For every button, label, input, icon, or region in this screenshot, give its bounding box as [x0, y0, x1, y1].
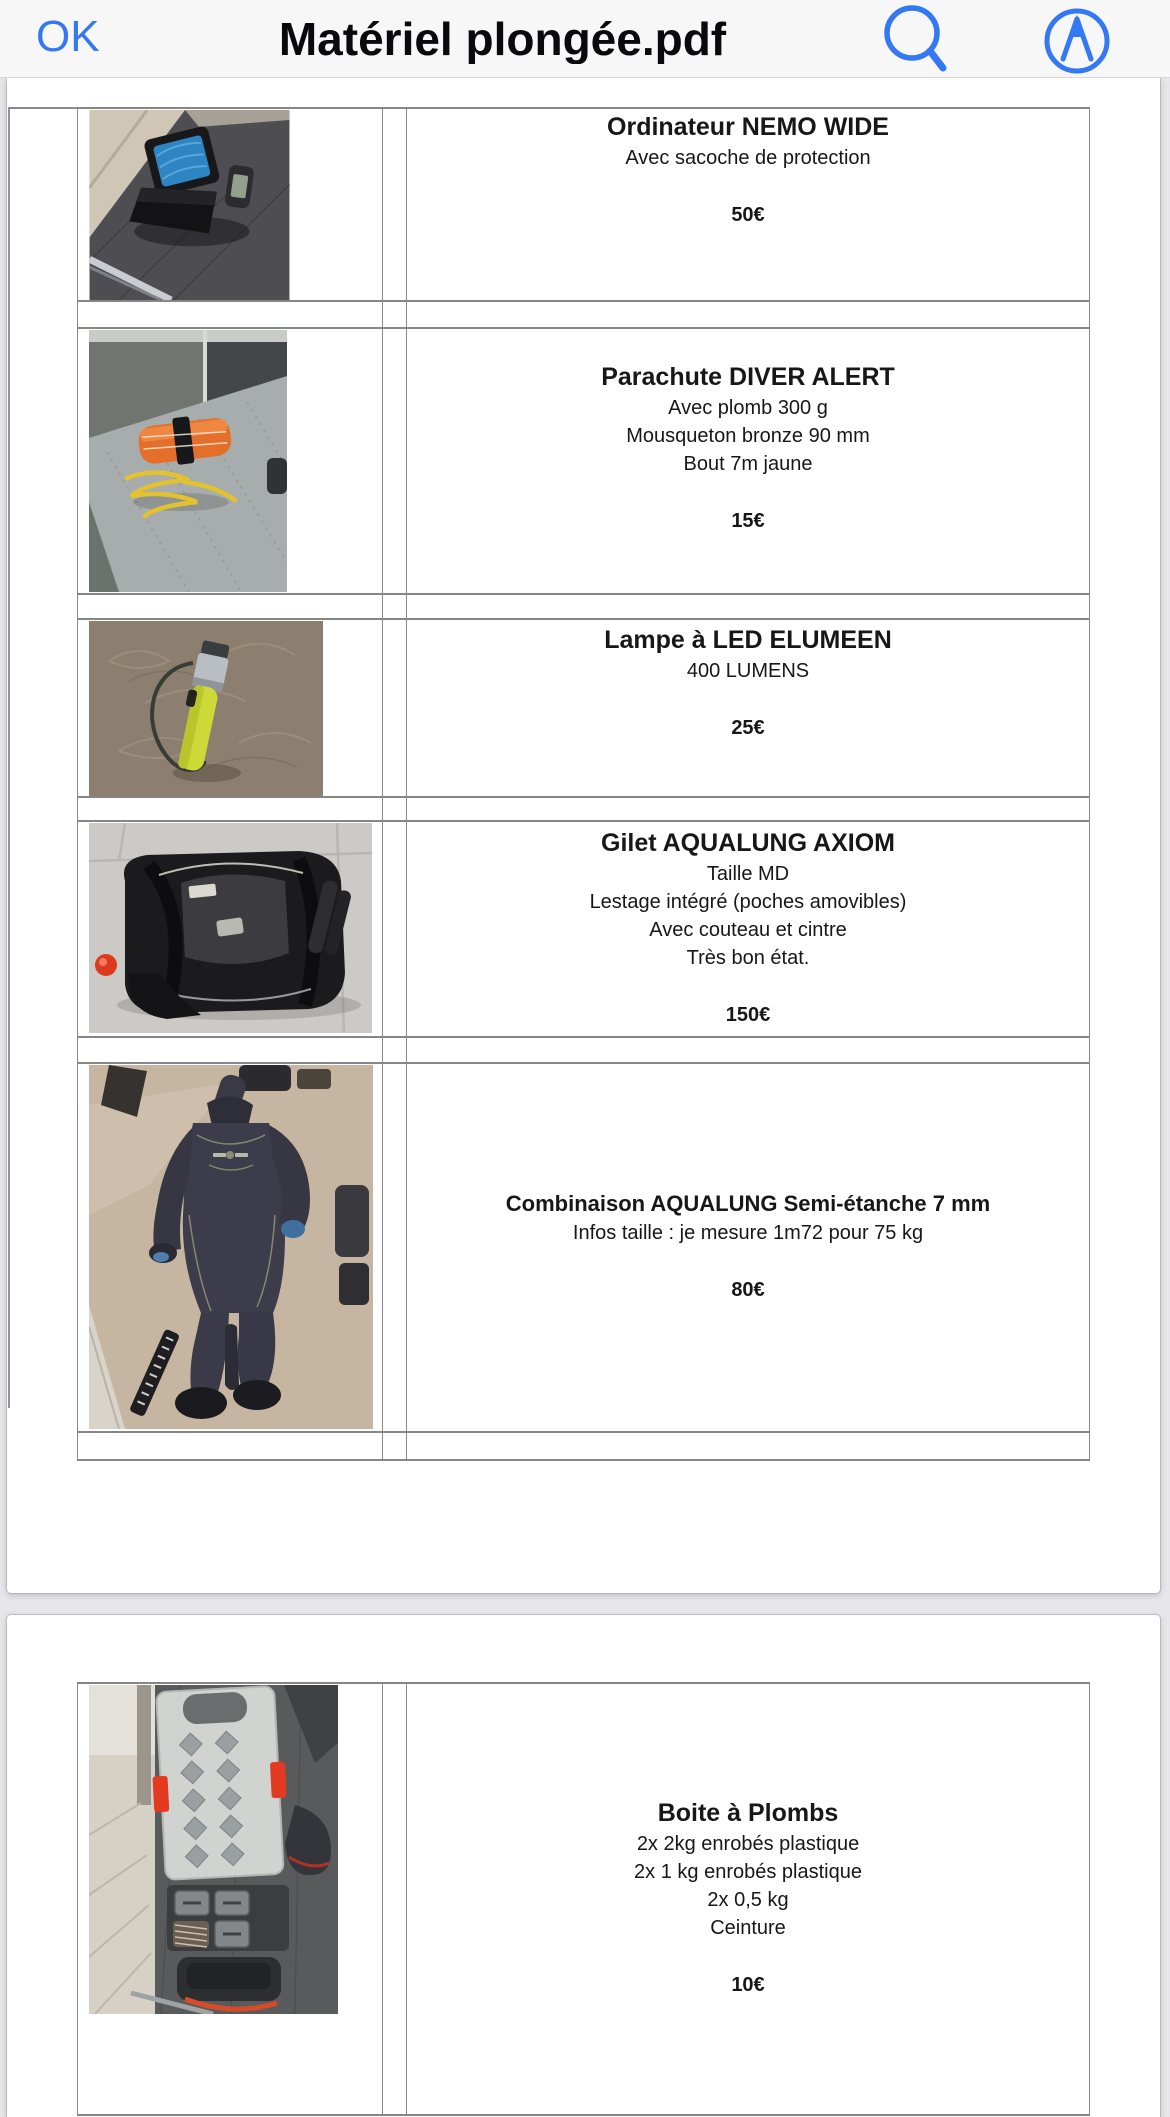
item-price: 50€ — [731, 204, 765, 226]
item-detail: 2x 1 kg enrobés plastique — [634, 1861, 862, 1883]
photo-cell — [78, 1684, 383, 2114]
table-row — [77, 1682, 1090, 2116]
equipment-table-page2 — [77, 1682, 1090, 2116]
item-title: Lampe à LED ELUMEEN — [604, 626, 892, 654]
table-row — [77, 820, 1090, 1036]
table-row — [77, 107, 1090, 300]
item-price: 25€ — [731, 717, 765, 739]
item-detail: Avec sacoche de protection — [625, 147, 871, 169]
item-photo-wetsuit — [89, 1065, 373, 1429]
table-gap-cell — [383, 109, 407, 300]
done-button[interactable]: OK — [36, 12, 100, 61]
item-detail: Mousqueton bronze 90 mm — [626, 425, 870, 447]
item-photo-marker-buoy — [89, 330, 287, 592]
pdf-page-1 — [7, 78, 1160, 1593]
item-detail: Bout 7m jaune — [683, 453, 813, 475]
item-photo-weight-box — [89, 1685, 338, 2014]
table-gap-cell — [383, 822, 407, 1036]
search-icon — [876, 2, 950, 77]
item-description-cell — [407, 109, 1089, 300]
item-price: 10€ — [731, 1974, 765, 1996]
item-photo-bcd-jacket — [89, 823, 372, 1033]
item-detail: Lestage intégré (poches amovibles) — [589, 891, 907, 913]
item-title: Boite à Plombs — [657, 1799, 839, 1827]
table-gap-cell — [383, 1684, 407, 2114]
markup-icon — [1042, 6, 1112, 76]
document-title: Matériel plongée.pdf — [278, 14, 727, 64]
table-outer-left-border — [8, 107, 10, 1408]
table-gap-cell — [383, 620, 407, 796]
item-title: Gilet AQUALUNG AXIOM — [601, 829, 895, 857]
item-description-cell — [407, 1684, 1089, 2114]
photo-cell — [78, 822, 383, 1036]
item-detail: Avec plomb 300 g — [668, 397, 828, 419]
item-photo-dive-computer — [89, 110, 290, 300]
equipment-table — [77, 107, 1090, 1461]
item-detail: Avec couteau et cintre — [649, 919, 847, 941]
item-title: Ordinateur NEMO WIDE — [607, 113, 889, 141]
item-description-cell — [407, 620, 1089, 796]
photo-cell — [78, 329, 383, 593]
search-button[interactable] — [876, 2, 950, 77]
item-detail: 400 LUMENS — [686, 660, 810, 682]
nav-bar — [0, 0, 1170, 78]
table-row — [77, 327, 1090, 593]
spacer-row — [77, 796, 1090, 820]
pdf-page-2 — [7, 1615, 1160, 2117]
item-detail: Taille MD — [706, 863, 790, 885]
item-photo-dive-torch — [89, 621, 323, 796]
table-gap-cell — [383, 1064, 407, 1431]
item-detail: 2x 2kg enrobés plastique — [636, 1833, 860, 1855]
item-price: 15€ — [731, 510, 765, 532]
item-title: Combinaison AQUALUNG Semi-étanche 7 mm — [505, 1191, 991, 1216]
item-detail: Très bon état. — [686, 947, 810, 969]
spacer-row — [77, 593, 1090, 618]
item-price: 80€ — [731, 1279, 765, 1301]
spacer-row — [77, 1431, 1090, 1459]
photo-cell — [78, 620, 383, 796]
spacer-row — [77, 1036, 1090, 1062]
item-price: 150€ — [725, 1004, 771, 1026]
item-description-cell — [407, 822, 1089, 1036]
table-row — [77, 1062, 1090, 1431]
item-description-cell — [407, 329, 1089, 593]
table-outer-top-border — [8, 107, 78, 109]
table-gap-cell — [383, 329, 407, 593]
item-detail: Infos taille : je mesure 1m72 pour 75 kg — [572, 1222, 924, 1244]
photo-cell — [78, 1064, 383, 1431]
photo-cell — [78, 109, 383, 300]
table-row — [77, 618, 1090, 796]
item-detail: Ceinture — [710, 1917, 786, 1939]
markup-button[interactable] — [1042, 6, 1112, 76]
spacer-row — [77, 300, 1090, 327]
pdf-scroll-area[interactable] — [0, 78, 1170, 2117]
item-description-cell — [407, 1064, 1089, 1431]
item-title: Parachute DIVER ALERT — [601, 363, 895, 391]
item-detail: 2x 0,5 kg — [707, 1889, 789, 1911]
